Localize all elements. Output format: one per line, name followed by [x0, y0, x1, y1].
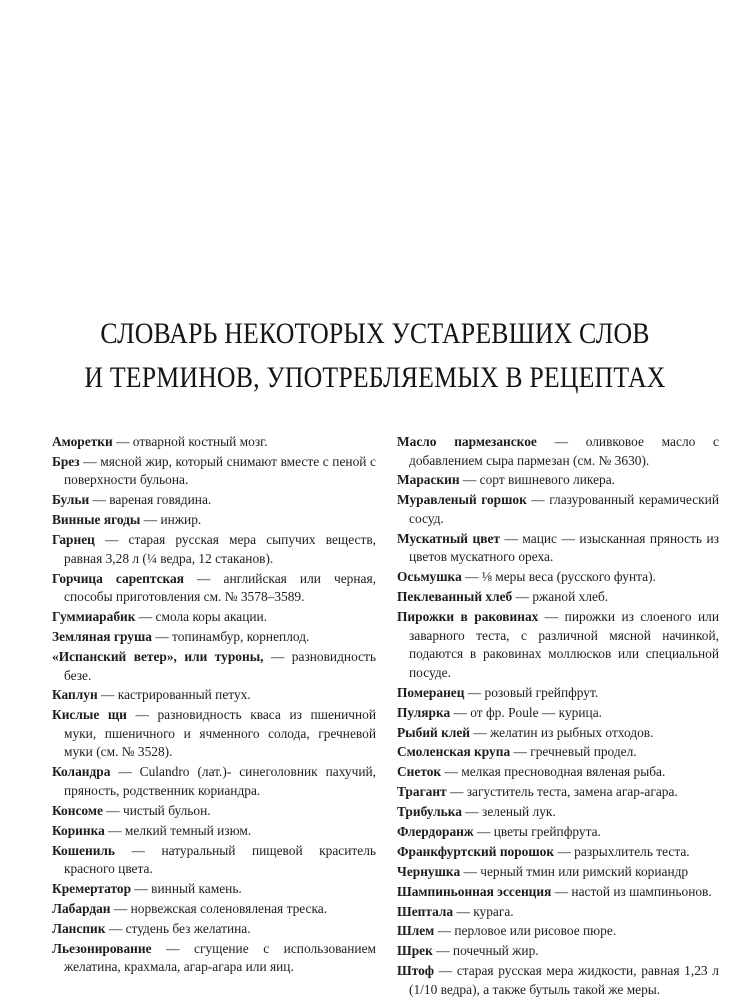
left-column: [52, 433, 376, 978]
glossary-definition: — мясной жир, который снимают вместе с пеной с поверхности бульона.: [64, 453, 376, 488]
glossary-definition: — норвежская соленовяленая треска.: [110, 901, 328, 916]
glossary-definition: — ржаной хлеб.: [512, 589, 609, 605]
glossary-entry: [397, 942, 719, 961]
glossary-definition: — глазурованный керамический сосуд.: [409, 492, 719, 526]
glossary-definition: — сгущение с использованием желатина, крахмала, агар-агара или яиц.: [64, 940, 376, 975]
glossary-term: Консоме: [52, 802, 103, 818]
glossary-entry: [52, 511, 376, 530]
glossary-term: Осьмушка: [397, 569, 462, 585]
glossary-entry: [397, 743, 719, 762]
glossary-entry: [52, 763, 376, 800]
glossary-entry: [52, 570, 376, 607]
glossary-definition: — зеленый лук.: [461, 804, 556, 820]
glossary-entry: [52, 822, 376, 841]
glossary-entry: [397, 491, 719, 528]
glossary-entry: [52, 920, 376, 939]
glossary-term: Чернушка: [397, 863, 461, 879]
glossary-term: Трагант: [397, 784, 447, 800]
glossary-entry: [52, 491, 376, 510]
glossary-definition: — разновидность кваса из пшеничной муки, пшеничного и ячменного солода, гречневой муки (см. № 3528).: [64, 707, 376, 760]
glossary-definition: — мацис — изысканная пряность из цветов мускатного ореха.: [409, 530, 719, 565]
glossary-definition: — отварной костный мозг.: [112, 434, 268, 449]
glossary-term: Шлем: [397, 923, 435, 939]
glossary-entry: [397, 823, 719, 842]
glossary-term: Ланспик: [52, 920, 106, 936]
glossary-term: Трибулька: [397, 804, 462, 820]
glossary-term: Кремертатор: [52, 881, 132, 897]
glossary-definition: — чистый бульон.: [102, 802, 211, 818]
glossary-definition: — разновидность безе.: [64, 648, 376, 683]
glossary-term: Кошениль: [52, 842, 116, 858]
glossary-entry: [397, 433, 719, 470]
glossary-entry: [52, 842, 376, 879]
glossary-term: Пирожки в раковинах: [397, 609, 539, 625]
glossary-term: Винные ягоды: [52, 512, 141, 528]
glossary-entry: [397, 588, 719, 607]
glossary-definition: — ⅛ меры веса (русского фунта).: [461, 569, 656, 585]
glossary-term: Снеток: [397, 764, 442, 780]
glossary-entry: [52, 706, 376, 762]
glossary-term: Рыбий клей: [397, 724, 470, 740]
glossary-entry: [397, 863, 719, 882]
glossary-term: «Испанский ветер», или туроны,: [52, 648, 264, 664]
glossary-entry: [397, 962, 719, 999]
glossary-entry: [52, 880, 376, 899]
glossary-entry: [397, 803, 719, 822]
glossary-term: Пеклеванный хлеб: [397, 589, 513, 605]
glossary-term: Масло пармезанское: [397, 434, 537, 449]
title-line-2: И ТЕРМИНОВ, УПОТРЕБЛЯЕМЫХ В РЕЦЕПТАХ: [84, 361, 666, 394]
glossary-definition: — от фр. Poule — курица.: [450, 704, 602, 720]
glossary-entry: [397, 608, 719, 682]
glossary-definition: — инжир.: [140, 512, 202, 528]
glossary-definition: — мелкий темный изюм.: [104, 822, 252, 838]
glossary-definition: — пирожки из слоеного или заварного теста, с различной мясной начинкой, подаются в раковинах моллюсков или специальной посуде.: [409, 609, 719, 680]
glossary-definition: — Culandro (лат.)- синеголовник пахучий, пряность, родственник кориандра.: [64, 764, 376, 798]
glossary-definition: — кастрированный петух.: [97, 687, 251, 703]
glossary-term: Шрек: [397, 943, 433, 959]
glossary-definition: — курага.: [453, 903, 514, 919]
glossary-entry: [52, 531, 376, 568]
glossary-term: Горчица сарептская: [52, 570, 184, 586]
glossary-term: Мускатный цвет: [397, 530, 500, 546]
glossary-term: Земляная груша: [52, 629, 152, 645]
glossary-entry: [397, 724, 719, 743]
glossary-definition: — загуститель теста, замена агар-агара.: [446, 784, 678, 800]
right-column: [397, 433, 719, 1001]
glossary-term: Кислые щи: [52, 707, 127, 723]
glossary-definition: — старая русская мера сыпучих веществ, равная 3,28 л (¼ ведра, 12 стаканов).: [64, 532, 376, 566]
glossary-definition: — студень без желатина.: [105, 920, 251, 936]
glossary-definition: — перловое или рисовое пюре.: [434, 923, 617, 939]
glossary-entry: [397, 903, 719, 922]
glossary-term: Шептала: [397, 903, 454, 919]
glossary-definition: — желатин из рыбных отходов.: [470, 724, 654, 740]
glossary-entry: [52, 453, 376, 490]
glossary-term: Льезонирование: [52, 940, 152, 956]
glossary-entry: [52, 648, 376, 685]
glossary-definition: — смола коры акации.: [135, 609, 268, 625]
glossary-definition: — черный тмин или римский кориандр: [460, 863, 689, 879]
glossary-term: Шампиньонная эссенция: [397, 883, 552, 899]
glossary-term: Муравленый горшок: [397, 492, 527, 508]
page-title: [53, 312, 698, 400]
glossary-term: Лабардан: [52, 901, 111, 916]
glossary-term: Коландра: [52, 764, 111, 780]
glossary-definition: — топинамбур, корнеплод.: [151, 629, 310, 645]
glossary-entry: [397, 843, 719, 862]
glossary-definition: — настой из шампиньонов.: [551, 883, 712, 899]
glossary-entry: [397, 684, 719, 703]
glossary-definition: — розовый грейпфрут.: [464, 684, 599, 700]
glossary-entry: [52, 940, 376, 977]
glossary-definition: — цветы грейпфрута.: [473, 824, 601, 840]
glossary-entry: [397, 704, 719, 723]
glossary-definition: — мелкая пресноводная вяленая рыба.: [441, 764, 666, 780]
glossary-term: Аморетки: [52, 434, 113, 449]
glossary-entry: [397, 922, 719, 941]
glossary-definition: — старая русская мера жидкости, равная 1,23 л (1/10 ведра), а также бутыль такой же меры.: [409, 963, 719, 997]
glossary-entry: [52, 628, 376, 647]
glossary-term: Гарнец: [52, 532, 95, 548]
glossary-entry: [52, 900, 376, 919]
glossary-definition: — английская или черная, способы приготовления см. № 3578–3589.: [64, 570, 376, 605]
glossary-definition: — натуральный пищевой краситель красного цвета.: [64, 842, 376, 877]
glossary-definition: — почечный жир.: [432, 943, 539, 959]
glossary-term: Франкфуртский порошок: [397, 843, 555, 859]
glossary-term: Каплун: [52, 687, 98, 703]
glossary-entry: [52, 433, 376, 452]
glossary-entry: [397, 530, 719, 567]
glossary-entry: [52, 802, 376, 821]
glossary-entry: [397, 883, 719, 902]
glossary-definition: — сорт вишневого ликера.: [459, 472, 616, 488]
glossary-entry: [52, 686, 376, 705]
glossary-definition: — вареная говядина.: [89, 492, 212, 508]
glossary-entry: [397, 763, 719, 782]
title-line-1: СЛОВАРЬ НЕКОТОРЫХ УСТАРЕВШИХ СЛОВ: [100, 317, 650, 350]
glossary-term: Коринка: [52, 822, 105, 838]
glossary-definition: — разрыхлитель теста.: [554, 843, 690, 859]
glossary-term: Мараскин: [397, 472, 460, 488]
glossary-term: Смоленская крупа: [397, 744, 511, 760]
glossary-definition: — оливковое масло с добавлением сыра пармезан (см. № 3630).: [409, 434, 719, 468]
glossary-term: Штоф: [397, 963, 435, 979]
glossary-entry: [397, 568, 719, 587]
glossary-term: Пулярка: [397, 704, 451, 720]
glossary-term: Флердоранж: [397, 824, 474, 840]
glossary-entry: [397, 783, 719, 802]
glossary-term: Бульи: [52, 492, 90, 508]
glossary-entry: [52, 608, 376, 627]
glossary-entry: [397, 471, 719, 490]
glossary-definition: — винный камень.: [131, 881, 242, 897]
glossary-term: Померанец: [397, 684, 465, 700]
glossary-term: Гуммиарабик: [52, 609, 136, 625]
glossary-term: Брез: [52, 453, 80, 469]
glossary-definition: — гречневый продел.: [510, 744, 637, 760]
